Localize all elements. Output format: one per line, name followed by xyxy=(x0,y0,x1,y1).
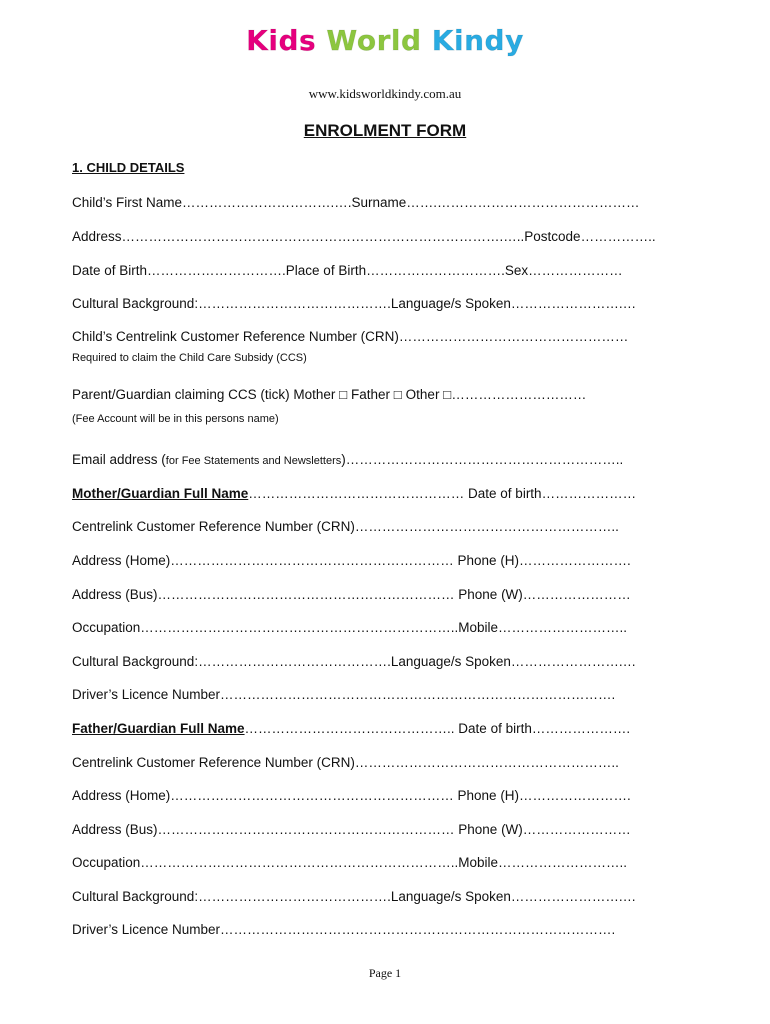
kids-world-kindy-logo xyxy=(0,24,770,57)
father-occupation-field[interactable]: Occupation……………………………………………………………..Mobile……………………….. xyxy=(72,855,628,870)
mother-occupation-field[interactable]: Occupation……………………………………………………………..Mobile……………………….. xyxy=(72,620,628,635)
child-birth-field[interactable]: Date of Birth………………………….Place of Birth………………………….Sex………………… xyxy=(72,263,623,278)
father-cultural-field[interactable]: Cultural Background:…………………………………….Language/s Spoken…………………….… xyxy=(72,889,637,904)
logo-letter: W xyxy=(326,24,357,57)
child-address-field[interactable]: Address………………………………………………………………………….…..Postcode…………….. xyxy=(72,229,656,244)
mother-bus-address-field[interactable]: Address (Bus)………………………………………………………… Phone (W)…………………… xyxy=(72,587,631,602)
mother-heading: Mother/Guardian Full Name xyxy=(72,486,249,501)
form-title-text: ENROLMENT FORM xyxy=(303,121,467,140)
email-label-note: for Fee Statements and Newsletters xyxy=(165,455,342,467)
email-label: Email address ( xyxy=(72,452,166,467)
logo-letter: d xyxy=(484,24,506,57)
email-field[interactable] xyxy=(72,451,698,470)
logo-letter: n xyxy=(464,24,485,57)
father-heading: Father/Guardian Full Name xyxy=(72,721,245,736)
fee-account-note: (Fee Account will be in this persons name) xyxy=(72,413,279,425)
ccs-claimant-field[interactable]: Parent/Guardian claiming CCS (tick) Mother □ Father □ Other □………………………… xyxy=(72,387,587,402)
form-title xyxy=(0,121,770,141)
father-licence-field[interactable]: Driver’s Licence Number……………………………………………………………………………. xyxy=(72,922,616,937)
logo-letter: K xyxy=(431,24,454,57)
logo-letter: y xyxy=(505,24,524,57)
father-name-dots: ……………………………………….. Date of birth…………………. xyxy=(244,721,631,736)
logo-letter: i xyxy=(268,24,279,57)
email-dots: )…………………………………………………….. xyxy=(341,452,624,467)
logo-letter: d xyxy=(278,24,299,57)
logo-letter: K xyxy=(246,24,269,57)
mother-home-address-field[interactable]: Address (Home)……………………………………………………… Phone (H)……………………. xyxy=(72,553,631,568)
crn-note: Required to claim the Child Care Subsidy (CCS) xyxy=(72,352,307,364)
father-bus-address-field[interactable]: Address (Bus)………………………………………………………… Phone (W)…………………… xyxy=(72,822,631,837)
logo-letter: i xyxy=(453,24,465,57)
website-url: www.kidsworldkindy.com.au xyxy=(308,86,462,101)
child-cultural-field[interactable]: Cultural Background:…………………………………….Language/s Spoken…………………….… xyxy=(72,296,637,311)
mother-name-dots: ………………………………………… Date of birth………………… xyxy=(248,486,637,501)
father-name-field[interactable] xyxy=(72,720,698,738)
child-name-field[interactable]: Child’s First Name…………………………….….Surname…….……………………………………… xyxy=(72,195,640,210)
section-child-details: 1. CHILD DETAILS xyxy=(72,160,185,175)
logo-letter: l xyxy=(390,24,401,57)
father-home-address-field[interactable]: Address (Home)……………………………………………………… Phone (H)……………………. xyxy=(72,788,631,803)
logo-letter: o xyxy=(356,24,377,57)
page-number: Page 1 xyxy=(368,966,402,980)
logo-letter xyxy=(316,24,326,57)
mother-licence-field[interactable]: Driver’s Licence Number……………………………………………………………………………. xyxy=(72,687,616,702)
logo-letter: d xyxy=(400,24,422,57)
child-crn-field[interactable]: Child’s Centrelink Customer Reference Number (CRN)…………………………………………… xyxy=(72,329,629,344)
logo-letter xyxy=(422,24,432,57)
father-crn-field[interactable]: Centrelink Customer Reference Number (CRN)………………………………………………….. xyxy=(72,755,619,770)
logo-letter: r xyxy=(376,24,391,57)
mother-cultural-field[interactable]: Cultural Background:…………………………………….Language/s Spoken…………………….… xyxy=(72,654,637,669)
mother-name-field[interactable] xyxy=(72,485,698,503)
logo-letter: s xyxy=(299,24,317,57)
mother-crn-field[interactable]: Centrelink Customer Reference Number (CRN)………………………………………………….. xyxy=(72,519,619,534)
